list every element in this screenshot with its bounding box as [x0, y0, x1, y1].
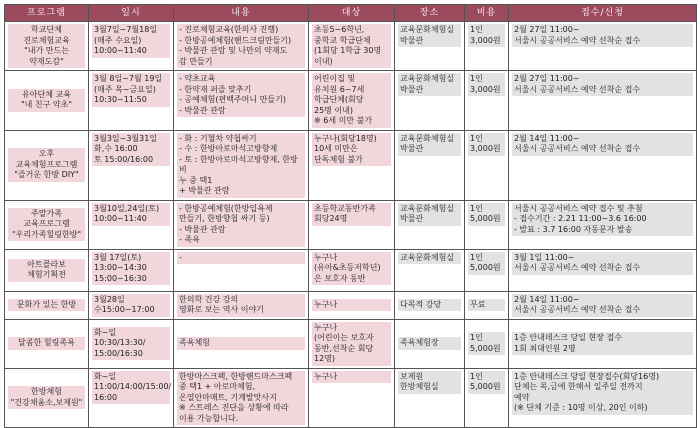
text-line: - 화 : 기혈차 약첩싸기	[179, 133, 257, 143]
text-line: - 한방공예체험(핸드크림만들기)	[179, 35, 292, 45]
table-row	[5, 319, 697, 368]
text-line: 25명 이내)	[314, 105, 354, 115]
text-line: 어린이집 및	[314, 74, 356, 83]
text-line: "내가 만드는	[24, 46, 69, 55]
cost-cell-text	[468, 203, 505, 226]
apply-cell-text	[512, 371, 693, 415]
text-line: 이용 가능합니다.	[179, 413, 239, 423]
apply-cell-text	[512, 73, 693, 96]
apply-cell-text	[512, 294, 693, 317]
program-cell	[5, 291, 89, 319]
text-line: 한방체험	[31, 387, 62, 397]
text-line: 누구나	[314, 252, 338, 262]
target-cell	[309, 130, 395, 200]
text-line: 3,000원	[470, 84, 501, 94]
content-cell	[174, 71, 309, 131]
place-cell	[395, 291, 465, 319]
text-line: 회당24명	[314, 214, 348, 223]
target-cell	[309, 22, 395, 71]
text-line: 달콤한 힐링족욕	[18, 338, 75, 348]
apply-cell	[509, 200, 697, 249]
cost-cell	[465, 291, 509, 319]
apply-cell-text	[512, 133, 693, 156]
datetime-cell	[89, 319, 174, 368]
text-line: 2월 14일 11:00~	[514, 133, 580, 143]
program-cell	[5, 200, 89, 249]
apply-cell-text	[512, 332, 693, 355]
text-line: 박물관	[400, 214, 424, 223]
place-cell-text	[398, 203, 461, 226]
text-line: 박물관	[400, 84, 424, 94]
text-line: 예약	[514, 392, 530, 402]
text-line: ※ 6세 미만 불가	[314, 116, 373, 125]
text-line: 교육문화체험실	[400, 25, 455, 34]
target-cell-text	[312, 371, 391, 384]
text-line: 5,000원	[470, 263, 501, 272]
program-cell-text	[8, 337, 85, 350]
text-line: 초등학교동반가족	[314, 203, 376, 213]
place-cell	[395, 71, 465, 131]
program-cell	[5, 22, 89, 71]
cost-cell-text	[468, 24, 505, 47]
text-line: 누구나(회당18명)	[314, 133, 377, 143]
text-line: 3,000원	[470, 35, 501, 45]
text-line: 서울시 공공서비스 예약 접수 및 추첨	[514, 203, 643, 213]
datetime-cell-text	[92, 133, 170, 167]
target-cell	[309, 291, 395, 319]
header-program: 프로그램	[5, 5, 89, 22]
text-line: 화~일	[94, 371, 117, 381]
text-line: 한방체험실	[400, 382, 439, 391]
datetime-cell-text	[92, 73, 170, 107]
table-row	[5, 71, 697, 131]
text-line: 15:00~16:30	[94, 273, 147, 283]
text-line: 무료	[470, 299, 486, 309]
cost-cell-text	[468, 332, 505, 355]
text-line: 2월 14일 11:00~	[514, 294, 580, 304]
text-line: 아트콜라보	[27, 259, 66, 269]
text-line: 1인	[470, 74, 483, 83]
program-cell	[5, 71, 89, 131]
datetime-cell-text	[92, 24, 170, 58]
text-line: 약재도감"	[29, 56, 64, 66]
target-cell	[309, 71, 395, 131]
text-line: - 토 : 한방아로마석고방향제, 한방비	[179, 154, 298, 174]
text-line: 1인	[470, 371, 483, 381]
table-row	[5, 291, 697, 319]
cost-cell-text	[468, 299, 505, 312]
text-line: 1인	[470, 25, 483, 34]
datetime-cell-text	[92, 294, 170, 317]
content-cell	[174, 130, 309, 200]
content-cell	[174, 368, 309, 428]
text-line: - 한방공예체험(한방입욕제	[179, 203, 273, 213]
target-cell	[309, 249, 395, 291]
text-line: 교육체험프로그램	[15, 159, 78, 169]
apply-cell	[509, 130, 697, 200]
header-datetime: 일시	[89, 5, 174, 22]
table-row	[5, 130, 697, 200]
place-cell-text	[398, 73, 461, 96]
program-cell-text	[8, 148, 85, 182]
text-line: 교육문화체험실	[400, 203, 455, 213]
text-line: 누 중 택1	[179, 175, 213, 185]
text-line: - 발표 : 3.7 16:00 자동문자 발송	[514, 224, 633, 234]
text-line: 11:00/14:00/15:00/	[94, 382, 172, 391]
place-cell	[395, 319, 465, 368]
text-line: 온열안마매트, 기계발맛사지	[179, 392, 277, 402]
table-row	[5, 368, 697, 428]
text-line: 3월 8일~7월 19일	[94, 74, 163, 83]
cost-cell	[465, 130, 509, 200]
text-line: - 접수기간 : 2.21 11:00~3.6 16:00	[514, 214, 647, 223]
text-line: 서울시 공공서비스 예약 선착순 접수	[514, 84, 641, 94]
text-line: 영화로 보는 역사 이야기	[179, 305, 264, 314]
text-line: (매주 수요일)	[94, 35, 142, 45]
text-line: 유아단체 교육	[22, 89, 71, 99]
program-cell	[5, 368, 89, 428]
text-line: (매주 목~금요일)	[94, 84, 156, 94]
datetime-cell-text	[92, 327, 170, 361]
text-line: 3월28일	[94, 294, 125, 304]
text-line: 1인	[470, 252, 483, 262]
cost-cell-text	[468, 252, 505, 275]
place-cell-text	[398, 299, 461, 312]
content-cell	[174, 22, 309, 71]
content-cell-text	[177, 337, 305, 350]
place-cell-text	[398, 24, 461, 47]
text-line: 보제원	[400, 371, 424, 381]
text-line: 다목적 강당	[400, 299, 442, 309]
apply-cell	[509, 249, 697, 291]
apply-cell-text	[512, 252, 693, 275]
content-cell-text	[177, 133, 305, 198]
text-line: 3월3일~3월31일	[94, 133, 158, 143]
text-line: 1인	[470, 133, 483, 143]
text-line: - 공예체험(편백주머니 만들기)	[179, 95, 286, 104]
text-line: 교육문화체험실	[400, 74, 455, 83]
text-line: 만들기, 한방향첩 싸기 등)	[179, 214, 270, 223]
table-row	[5, 22, 697, 71]
text-line: 문화가 있는 한방	[16, 299, 77, 309]
text-line: 서울시 공공서비스 예약 선착순 접수	[514, 263, 641, 272]
text-line: 체험기획전	[27, 270, 66, 279]
target-cell-text	[312, 322, 391, 366]
text-line: 교육문화체험실	[400, 252, 455, 262]
cost-cell	[465, 200, 509, 249]
content-cell-text	[177, 252, 305, 265]
text-line: 이내)	[314, 56, 333, 66]
datetime-cell-text	[92, 371, 170, 405]
datetime-cell	[89, 71, 174, 131]
content-cell	[174, 319, 309, 368]
text-line: 10:00~11:40	[94, 46, 147, 55]
text-line: - 박물관 관람	[179, 105, 226, 115]
text-line: 초등5~6학년,	[314, 25, 365, 34]
content-cell-text	[177, 73, 305, 117]
text-line: + 박물관 관람	[179, 186, 230, 195]
datetime-cell-text	[92, 252, 170, 286]
apply-cell	[509, 319, 697, 368]
text-line: 누구나	[314, 371, 338, 381]
header-cost: 비용	[465, 5, 509, 22]
text-line: - 박물관 관람	[179, 224, 226, 234]
place-cell	[395, 130, 465, 200]
content-cell-text	[177, 24, 305, 68]
program-cell-text	[8, 208, 85, 242]
content-cell	[174, 249, 309, 291]
text-line: 박물관	[400, 144, 424, 153]
text-line: 3월 17일(토)	[94, 252, 142, 262]
content-cell-text	[177, 203, 305, 247]
program-cell-text	[8, 89, 85, 112]
text-line: 12명)	[314, 354, 336, 363]
text-line: - 족욕	[179, 235, 200, 244]
program-cell-text	[8, 299, 85, 312]
place-cell	[395, 368, 465, 428]
text-line: 5,000원	[470, 214, 501, 223]
text-line: 진로체험교육	[23, 35, 70, 45]
target-cell-text	[312, 133, 391, 167]
place-cell-text	[398, 337, 461, 350]
text-line: 10:30/13:30/	[94, 338, 146, 348]
text-line: 5,000원	[470, 382, 501, 391]
table-row	[5, 249, 697, 291]
text-line: 학급단체(회당	[314, 95, 364, 104]
cost-cell-text	[468, 133, 505, 156]
text-line: 토 15:00/16:00	[94, 154, 154, 164]
text-line: 15:00/16:30	[94, 348, 143, 358]
text-line: (※ 단체 기준 : 10명 이상, 20인 이하)	[514, 403, 648, 412]
target-cell-text	[312, 299, 391, 312]
text-line: 서울시 공공서비스 예약 선착순 접수	[514, 35, 641, 45]
program-cell-text	[8, 386, 85, 409]
cost-cell	[465, 249, 509, 291]
place-cell	[395, 249, 465, 291]
header-place: 장소	[395, 5, 465, 22]
datetime-cell-text	[92, 203, 170, 226]
text-line: 화,수 16:00	[94, 144, 138, 153]
cost-cell	[465, 319, 509, 368]
text-line: 단체는 목,금에 한해서 일주일 전까지	[514, 382, 643, 391]
text-line: 5,000원	[470, 343, 501, 353]
text-line: 은 보호자 동반	[314, 273, 366, 283]
apply-cell	[509, 368, 697, 428]
content-cell	[174, 291, 309, 319]
program-cell	[5, 319, 89, 368]
target-cell-text	[312, 252, 391, 286]
text-line: -	[179, 252, 182, 262]
text-line: - 수 : 한방아로마석고방향제	[179, 144, 278, 153]
text-line: 중 택1 + 아로마체험,	[179, 382, 256, 391]
datetime-cell	[89, 22, 174, 71]
text-line: 족욕체험	[179, 338, 210, 348]
text-line: 화~일	[94, 327, 117, 337]
apply-cell-text	[512, 203, 693, 237]
datetime-cell	[89, 200, 174, 249]
text-line: 16:00	[94, 392, 118, 402]
text-line: 누구나	[314, 299, 338, 309]
cost-cell	[465, 71, 509, 131]
text-line: 3월7일~7월18일	[94, 25, 158, 34]
target-cell-text	[312, 203, 391, 226]
apply-cell	[509, 71, 697, 131]
text-line: 학교단체	[31, 25, 62, 34]
text-line: 2월 27일 11:00~	[514, 74, 580, 83]
target-cell	[309, 368, 395, 428]
text-line: (어린이는 보호자	[314, 333, 374, 342]
text-line: (유아&초등저학년)	[314, 263, 381, 272]
text-line: - 한약재 퍼즐 맞추기	[179, 84, 252, 94]
text-line: "내 친구 약초"	[20, 100, 73, 110]
text-line: "우리가족힐링한방"	[11, 229, 82, 239]
text-line: 1인	[470, 333, 483, 342]
text-line: "즐거운 한방 DIY"	[14, 170, 79, 180]
program-cell	[5, 249, 89, 291]
program-cell-text	[8, 259, 85, 282]
text-line: - 약초교육	[179, 74, 216, 83]
text-line: 서울시 공공서비스 예약 선착순 접수	[514, 144, 641, 153]
text-line: 오후	[38, 149, 55, 159]
text-line: 1층 안내데스크 당일 현장 접수	[514, 333, 622, 342]
text-line: 10:00~11:40	[94, 214, 147, 223]
text-line: 1층 안내데스크 당일 현장접수(회당16명)	[514, 371, 660, 381]
text-line: 단독체험 불가	[314, 154, 363, 164]
place-cell-text	[398, 371, 461, 394]
apply-cell	[509, 22, 697, 71]
target-cell-text	[312, 24, 391, 68]
text-line: 누구나	[314, 322, 338, 332]
text-line: 10세 미만은	[314, 144, 358, 153]
text-line: 한방마스크팩, 한방핸드마스크팩	[179, 371, 293, 381]
text-line: 수15:00~17:00	[94, 305, 155, 314]
text-line: 교육문화체험실	[400, 133, 455, 143]
target-cell	[309, 200, 395, 249]
text-line: 3월 1일 11:00~	[514, 252, 575, 262]
text-line: 3월10일,24일(토)	[94, 203, 160, 213]
program-cell-text	[8, 24, 85, 68]
text-line: 1회 최대인원 2명	[514, 343, 576, 353]
datetime-cell	[89, 291, 174, 319]
header-row	[5, 5, 697, 22]
apply-cell	[509, 291, 697, 319]
text-line: - 진로체험교육(한의사 진행)	[179, 25, 279, 34]
datetime-cell	[89, 130, 174, 200]
text-line: 서울시 공공서비스 예약 선착순 접수	[514, 305, 641, 314]
text-line: 유치원 6~7세	[314, 84, 365, 94]
text-line: - 박물관 관람 및 나만의 약재도	[179, 46, 288, 55]
text-line: 중학교 학급단체	[314, 35, 371, 45]
place-cell	[395, 200, 465, 249]
header-content: 내용	[174, 5, 309, 22]
text-line: (1회당 1학급 30명	[314, 46, 382, 55]
cost-cell-text	[468, 73, 505, 96]
cost-cell	[465, 368, 509, 428]
text-line: 한의학 건강 강의	[179, 294, 239, 304]
table-row	[5, 200, 697, 249]
program-schedule-table	[4, 4, 697, 428]
content-cell-text	[177, 294, 305, 317]
place-cell-text	[398, 252, 461, 265]
cost-cell-text	[468, 371, 505, 394]
target-cell	[309, 319, 395, 368]
text-line: 감 만들기	[179, 56, 213, 66]
cost-cell	[465, 22, 509, 71]
text-line: ※ 스트레스 진단을 상황에 따라	[179, 403, 289, 412]
datetime-cell	[89, 249, 174, 291]
text-line: 3,000원	[470, 144, 501, 153]
text-line: 교육프로그램	[23, 219, 70, 229]
target-cell-text	[312, 73, 391, 128]
place-cell-text	[398, 133, 461, 156]
header-target: 대상	[309, 5, 395, 22]
text-line: 주말가족	[31, 208, 62, 218]
text-line: 박물관	[400, 35, 424, 45]
content-cell-text	[177, 371, 305, 426]
place-cell	[395, 22, 465, 71]
text-line: 2월 27일 11:00~	[514, 25, 580, 34]
header-apply: 접수/신청	[509, 5, 697, 22]
schedule-table-container	[4, 4, 696, 424]
text-line: 10:30~11:50	[94, 95, 147, 104]
text-line: 족욕체험장	[400, 338, 439, 348]
text-line: "건강채움소,보제원"	[10, 397, 83, 407]
content-cell	[174, 200, 309, 249]
apply-cell-text	[512, 24, 693, 47]
text-line: 동반,선착순 회당	[314, 343, 374, 353]
program-cell	[5, 130, 89, 200]
text-line: 1인	[470, 203, 483, 213]
text-line: 13:00~14:30	[94, 263, 147, 272]
datetime-cell	[89, 368, 174, 428]
